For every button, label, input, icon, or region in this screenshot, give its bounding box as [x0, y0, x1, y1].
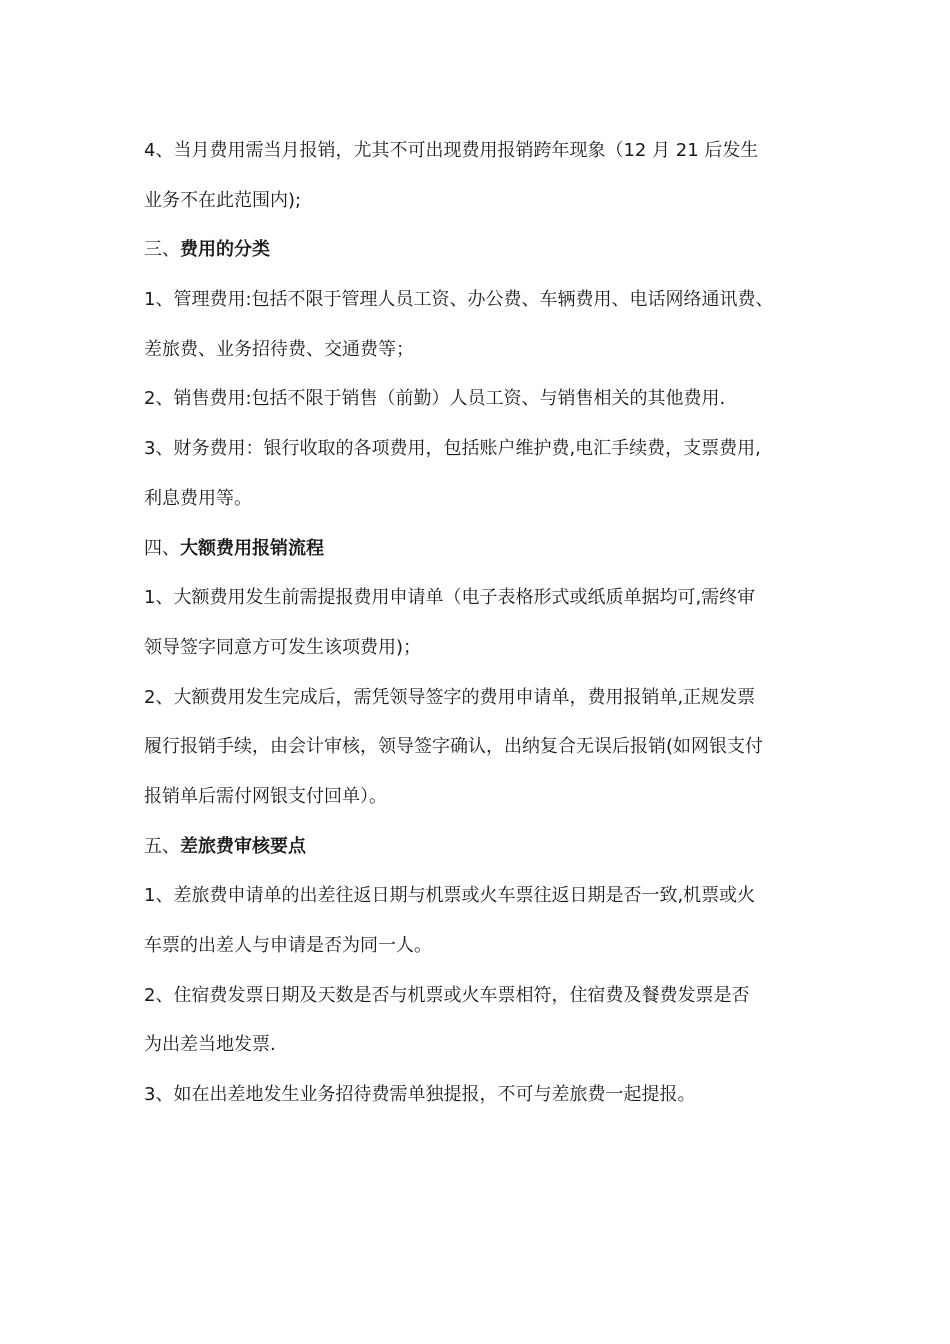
- paragraph-line: 1、管理费用:包括不限于管理人员工资、办公费、车辆费用、电话网络通讯费、: [144, 289, 774, 311]
- paragraph-line: 2、住宿费发票日期及天数是否与机票或火车票相符，住宿费及餐费发票是否: [144, 984, 750, 1006]
- paragraph-line: 2、销售费用:包括不限于销售（前勤）人员工资、与销售相关的其他费用.: [144, 388, 726, 410]
- paragraph-line: 1、差旅费申请单的出差往返日期与机票或火车票往返日期是否一致,机票或火: [144, 885, 756, 907]
- section-number: 五、: [144, 835, 180, 857]
- document-body: [144, 126, 814, 1120]
- paragraph-line: 报销单后需付网银支付回单）。: [144, 785, 387, 807]
- paragraph-line: 3、如在出差地发生业务招待费需单独提报，不可与差旅费一起提报。: [144, 1084, 696, 1106]
- paragraph-line: 差旅费、业务招待费、交通费等；: [144, 338, 414, 360]
- section-heading-4: [144, 524, 814, 574]
- paragraph-line: 2、大额费用发生完成后，需凭领导签字的费用申请单，费用报销单,正规发票: [144, 686, 756, 708]
- paragraph-line: 4、当月费用需当月报销，尤其不可出现费用报销跨年现象（12 月 21 后发生: [144, 140, 759, 161]
- section-heading-5: [144, 822, 814, 872]
- paragraph-line: 1、大额费用发生前需提报费用申请单（电子表格形式或纸质单据均可,需终审: [144, 587, 756, 609]
- paragraph-line: 3、财务费用：银行收取的各项费用，包括账户维护费,电汇手续费，支票费用,: [144, 438, 761, 460]
- section-title: 费用的分类: [180, 239, 270, 261]
- paragraph-line: 为出差当地发票.: [144, 1034, 276, 1056]
- paragraph-line: 履行报销手续，由会计审核，领导签字确认，出纳复合无误后报销(如网银支付: [144, 736, 764, 758]
- paragraph-line: 利息费用等。: [144, 487, 252, 509]
- paragraph-line: 车票的出差人与申请是否为同一人。: [144, 935, 432, 956]
- section-number: 三、: [144, 239, 180, 261]
- section-number: 四、: [144, 537, 180, 559]
- section-heading-3: [144, 225, 814, 275]
- section-title: 差旅费审核要点: [180, 835, 306, 857]
- section-title: 大额费用报销流程: [180, 537, 324, 559]
- paragraph-line: 领导签字同意方可发生该项费用)；: [144, 636, 422, 658]
- paragraph-line: 业务不在此范围内);: [144, 189, 302, 211]
